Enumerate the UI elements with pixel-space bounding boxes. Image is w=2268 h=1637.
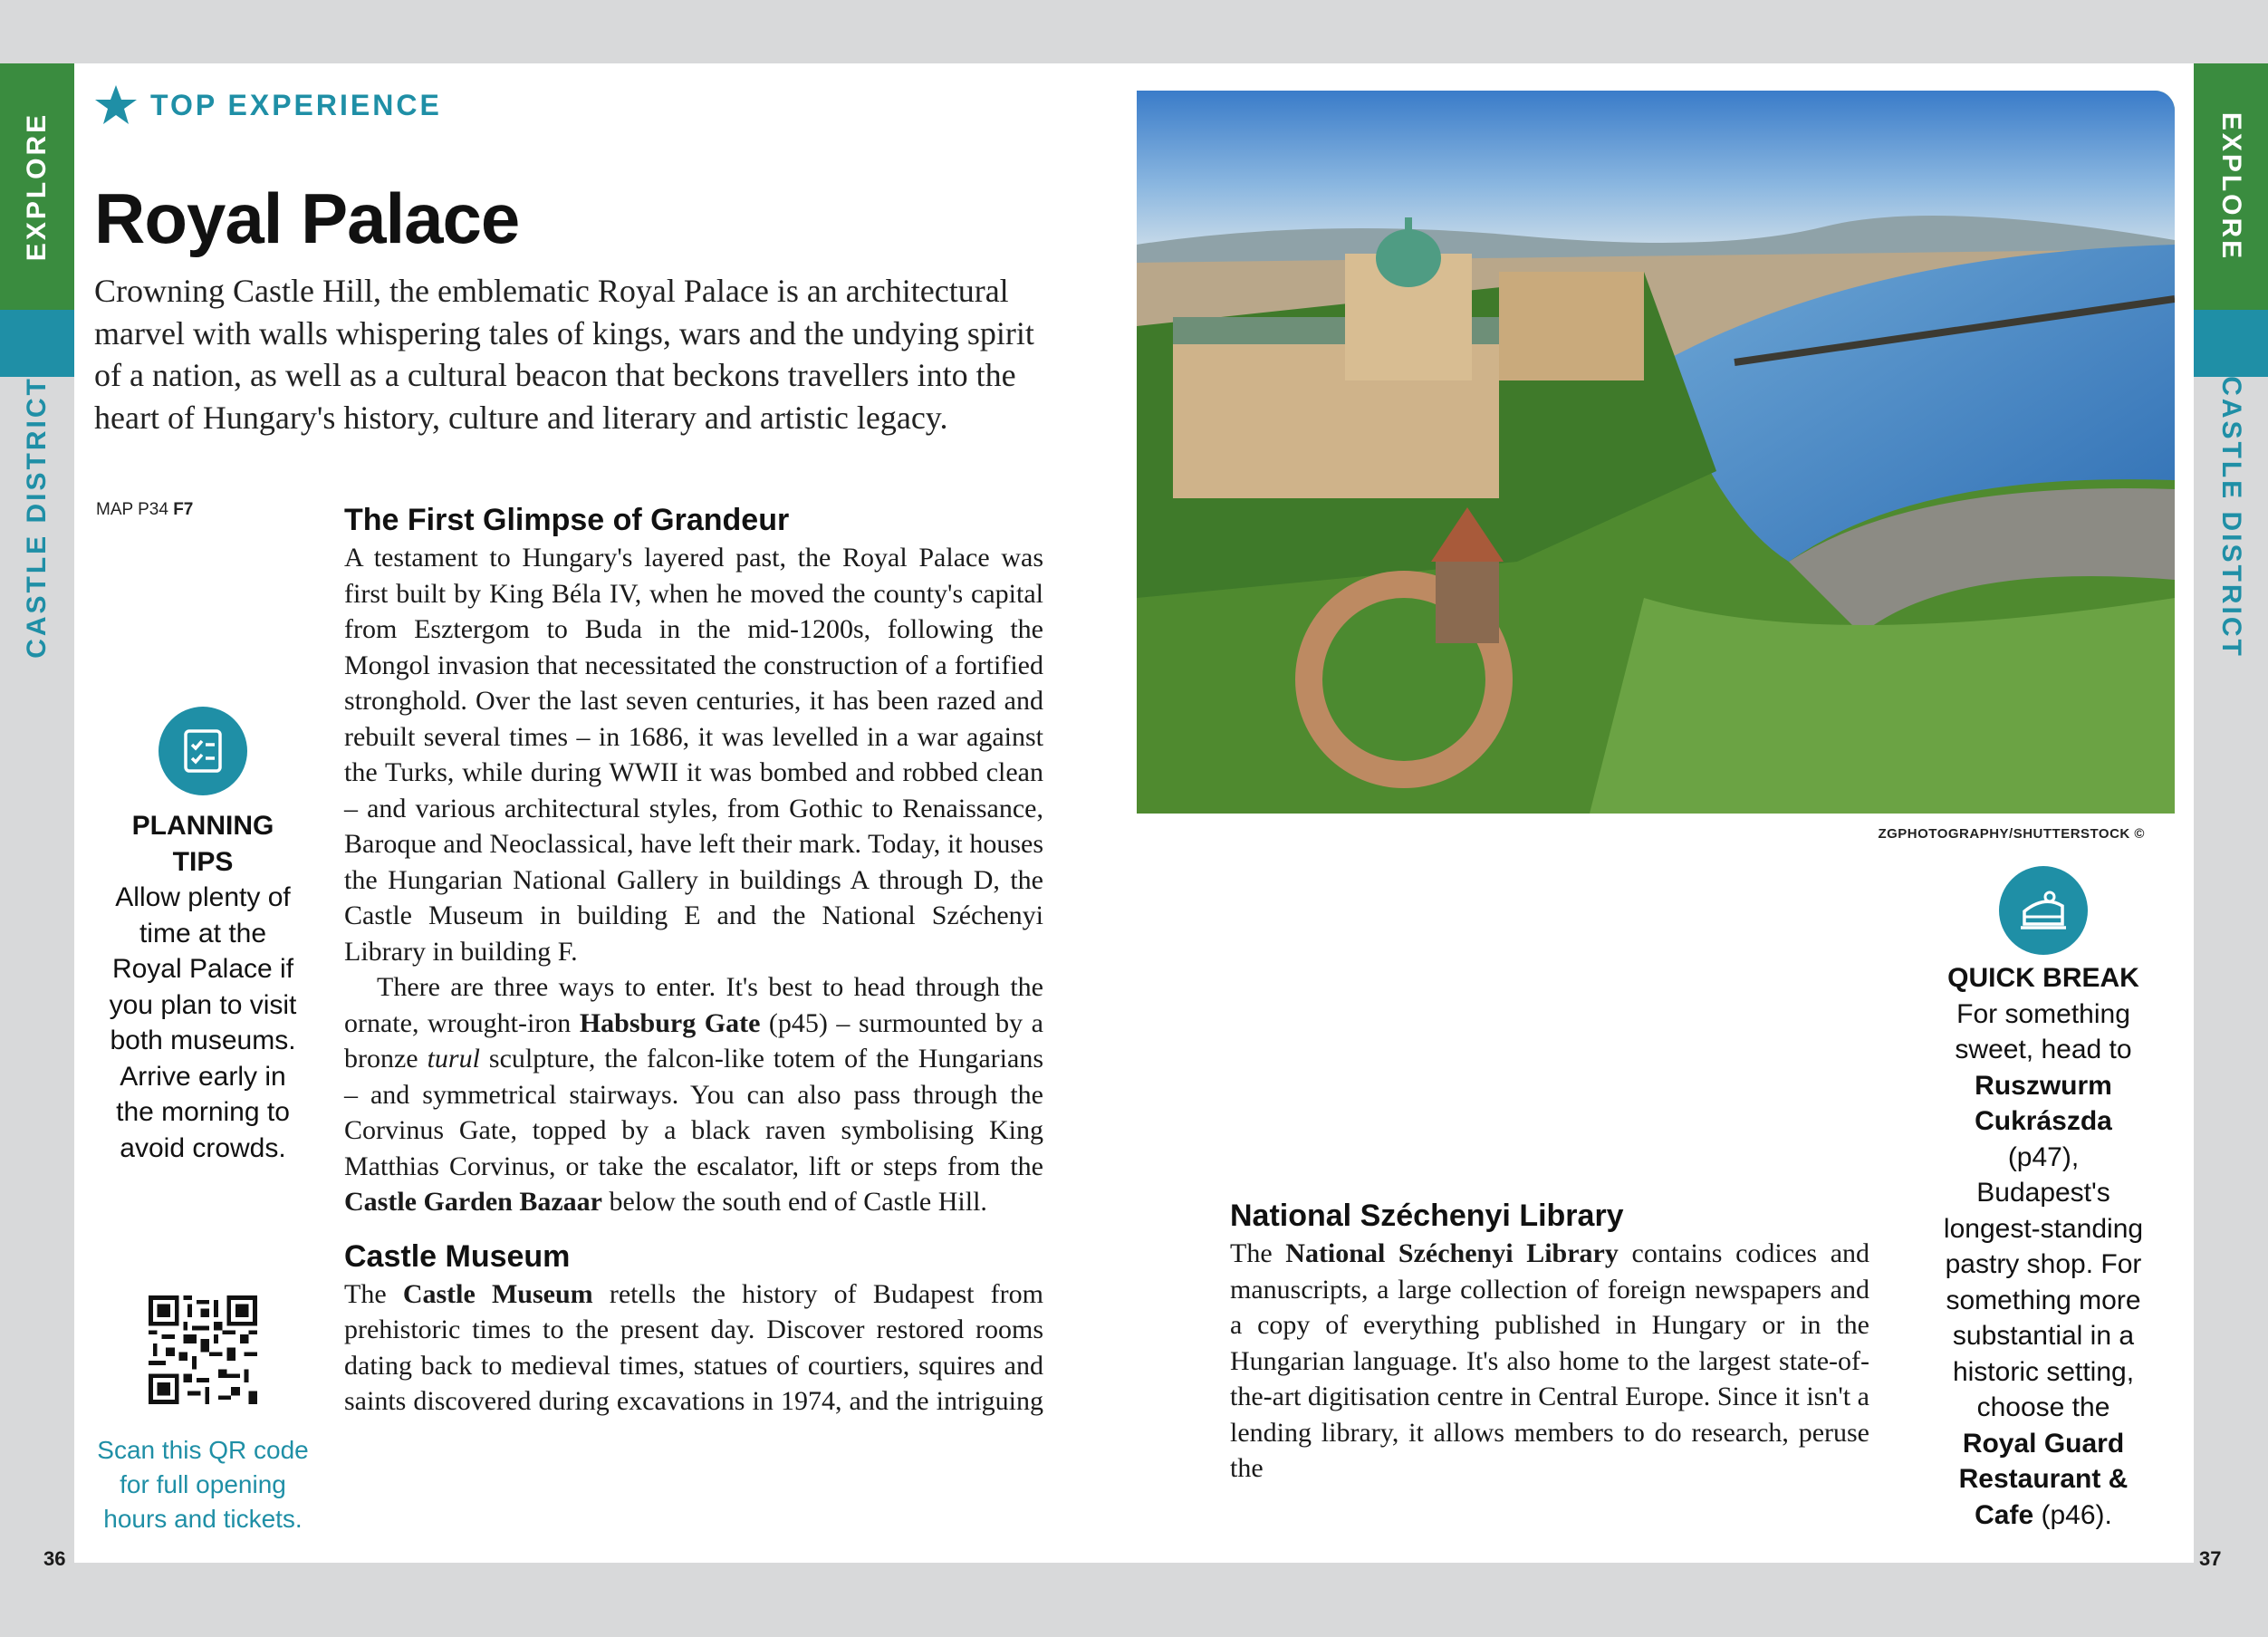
right-tab-section-label: EXPLORE <box>2216 111 2246 262</box>
map-reference <box>96 500 193 520</box>
left-tab-section-label: EXPLORE <box>22 111 52 262</box>
left-tab-band <box>0 310 74 377</box>
national-library-paragraph: The National Széchenyi Library contains codices and manuscripts, a large collection of foreign newspapers and a copy of everything published in Hungary or in the Hungarian language. It's also home to the largest state-of-the-art digitisation centre in Central Europe. Since it isn't a lending library, it allows members to do research, peruse the <box>1230 1238 1870 1483</box>
planning-tips-heading: PLANNING TIPS <box>131 811 274 877</box>
right-tab-district-label: CASTLE DISTRICT <box>2216 376 2247 659</box>
qr-code-icon[interactable] <box>149 1295 257 1404</box>
castle-museum-paragraph-continued <box>1230 868 1869 1154</box>
section-heading-castle-museum: Castle Museum <box>344 1238 571 1274</box>
map-reference-label: MAP P34 <box>96 500 168 519</box>
star-icon <box>94 83 138 127</box>
royal-guard-link[interactable]: Royal Guard Restaurant & Cafe <box>1958 1428 2129 1530</box>
intro-paragraph: Crowning Castle Hill, the emblematic Royal Palace is an architectural marvel with walls whispering tales of kings, wars and the undying spirit of a nation, as well as a cultural beacon that beckons travellers into the heart of Hungary's history, culture and literary and artistic legacy. <box>94 273 1034 436</box>
planning-tips-badge <box>159 707 247 795</box>
section-heading-first-glimpse: The First Glimpse of Grandeur <box>344 503 790 537</box>
qr-caption: Scan this QR code for full opening hours and tickets. <box>97 1436 309 1533</box>
first-glimpse-paragraph-2: There are three ways to enter. It's best to head through the ornate, wrought-iron Habsburg Gate (p45) – surmounted by a bronze turul sculpture, the falcon-like totem of the Hungarians – and symmetrical stairways. You can also pass through the Corvinus Gate, topped by a black raven symbolising King Matthias Corvinus, or take the escalator, lift or steps from the Castle Garden Bazaar below the south end of Castle Hill. <box>344 972 1043 1217</box>
castle-museum-link[interactable]: Castle Museum <box>402 1278 593 1309</box>
royal-palace-photo <box>1137 91 2175 814</box>
planning-tips-text: Allow plenty of time at the Royal Palace if you plan to visit both museums. Arrive early in the morning to avoid crowds. <box>109 882 297 1163</box>
left-body-column <box>344 500 1043 1420</box>
right-body-column <box>1230 868 1869 1487</box>
page-number-right: 37 <box>2199 1547 2222 1570</box>
castle-museum-paragraph: The Castle Museum retells the history of Budapest from prehistoric times to the present day. Discover restored rooms dating back to medieval times, statues of courtiers, squires and saints discovered during excavations in 1974, and the intriguing <box>344 1278 1043 1416</box>
quick-break <box>1938 960 2148 1533</box>
right-tab-band <box>2194 310 2268 377</box>
page-number-left: 36 <box>43 1547 66 1570</box>
page-title: Royal Palace <box>94 178 520 258</box>
national-library-link[interactable]: National Széchenyi Library <box>1285 1238 1619 1268</box>
ruszwurm-link[interactable]: Ruszwurm Cukrászda <box>1975 1070 2112 1136</box>
first-glimpse-paragraph-1: A testament to Hungary's layered past, the Royal Palace was first built by King Béla IV, when he moved the county's capital from Esztergom to Buda in the mid-1200s, following the Mongol invasion that necessitated the construction of a fortified stronghold. Over the last seven centuries, it has been razed and rebuilt several times – in 1686, it was levelled in a war against the Turks, while during WWII it was bombed and robbed clean – and various architectural styles, from Gothic to Renaissance, Baroque and Neoclassical, have left their mark. Today, it houses the Hungarian National Gallery in buildings A through D, the Castle Museum in building E and the National Széchenyi Library in building F. <box>344 543 1043 967</box>
habsburg-gate-link[interactable]: Habsburg Gate <box>579 1007 761 1038</box>
section-heading-national-library: National Széchenyi Library <box>1230 1199 1624 1233</box>
castle-garden-bazaar-link[interactable]: Castle Garden Bazaar <box>344 1187 602 1217</box>
top-experience-kicker <box>94 83 442 127</box>
left-tab-district-label: CASTLE DISTRICT <box>22 376 53 659</box>
checklist-icon <box>178 727 227 775</box>
kicker-label: TOP EXPERIENCE <box>150 88 442 121</box>
quick-break-heading: QUICK BREAK <box>1947 963 2139 993</box>
map-reference-grid: F7 <box>173 500 194 519</box>
cake-icon <box>2017 884 2070 937</box>
quick-break-badge <box>1999 866 2088 955</box>
quick-break-text: For something sweet, head to Ruszwurm Cukrászda (p47), Budapest's longest-standing pastry shop. For something more substantial in a historic setting, choose the Royal Guard Restaurant & Cafe (p46). <box>1943 998 2144 1530</box>
photo-credit: ZGPHOTOGRAPHY/SHUTTERSTOCK © <box>1878 826 2145 842</box>
planning-tips <box>107 808 299 1166</box>
